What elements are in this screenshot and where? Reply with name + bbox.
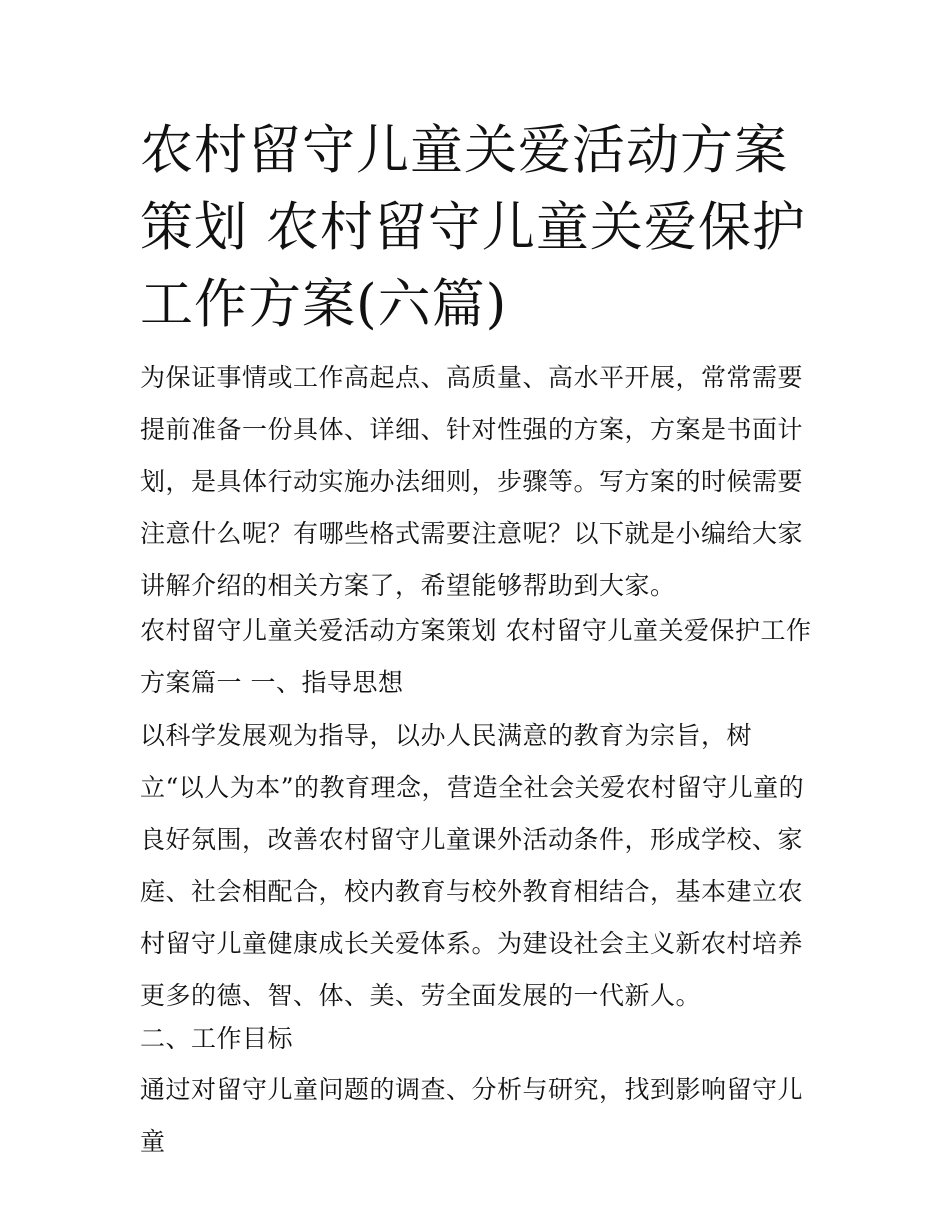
- intro-paragraph: 为保证事情或工作高起点、高质量、高水平开展，常常需要提前准备一份具体、详细、针对性强的方案，方案是书面计划，是具体行动实施办法细则，步骤等。写方案的时候需要注意什么呢？有哪些格式需要注意呢？以下就是小编给大家讲解介绍的相关方案了，希望能够帮助到大家。: [140, 363, 804, 600]
- work-goal-paragraph: 通过对留守儿童问题的调查、分析与研究，找到影响留守儿童: [140, 1075, 804, 1156]
- section-title-paragraph: 农村留守儿童关爱活动方案策划 农村留守儿童关爱保护工作方案篇一 一、指导思想: [140, 616, 812, 697]
- document-title: 农村留守儿童关爱活动方案策划 农村留守儿童关爱保护工作方案(六篇): [140, 120, 806, 335]
- guiding-thought-paragraph: 以科学发展观为指导，以办人民满意的教育为宗旨，树立“以人为本”的教育理念，营造全社会关爱农村留守儿童的良好氛围，改善农村留守儿童课外活动条件，形成学校、家庭、社会相配合，校内教育与校外教育相结合，基本建立农村留守儿童健康成长关爱体系。为建设社会主义新农村培养更多的德、智、体、美、劳全面发展的一代新人。: [140, 721, 805, 1010]
- work-goal-heading: 二、工作目标: [140, 1024, 294, 1053]
